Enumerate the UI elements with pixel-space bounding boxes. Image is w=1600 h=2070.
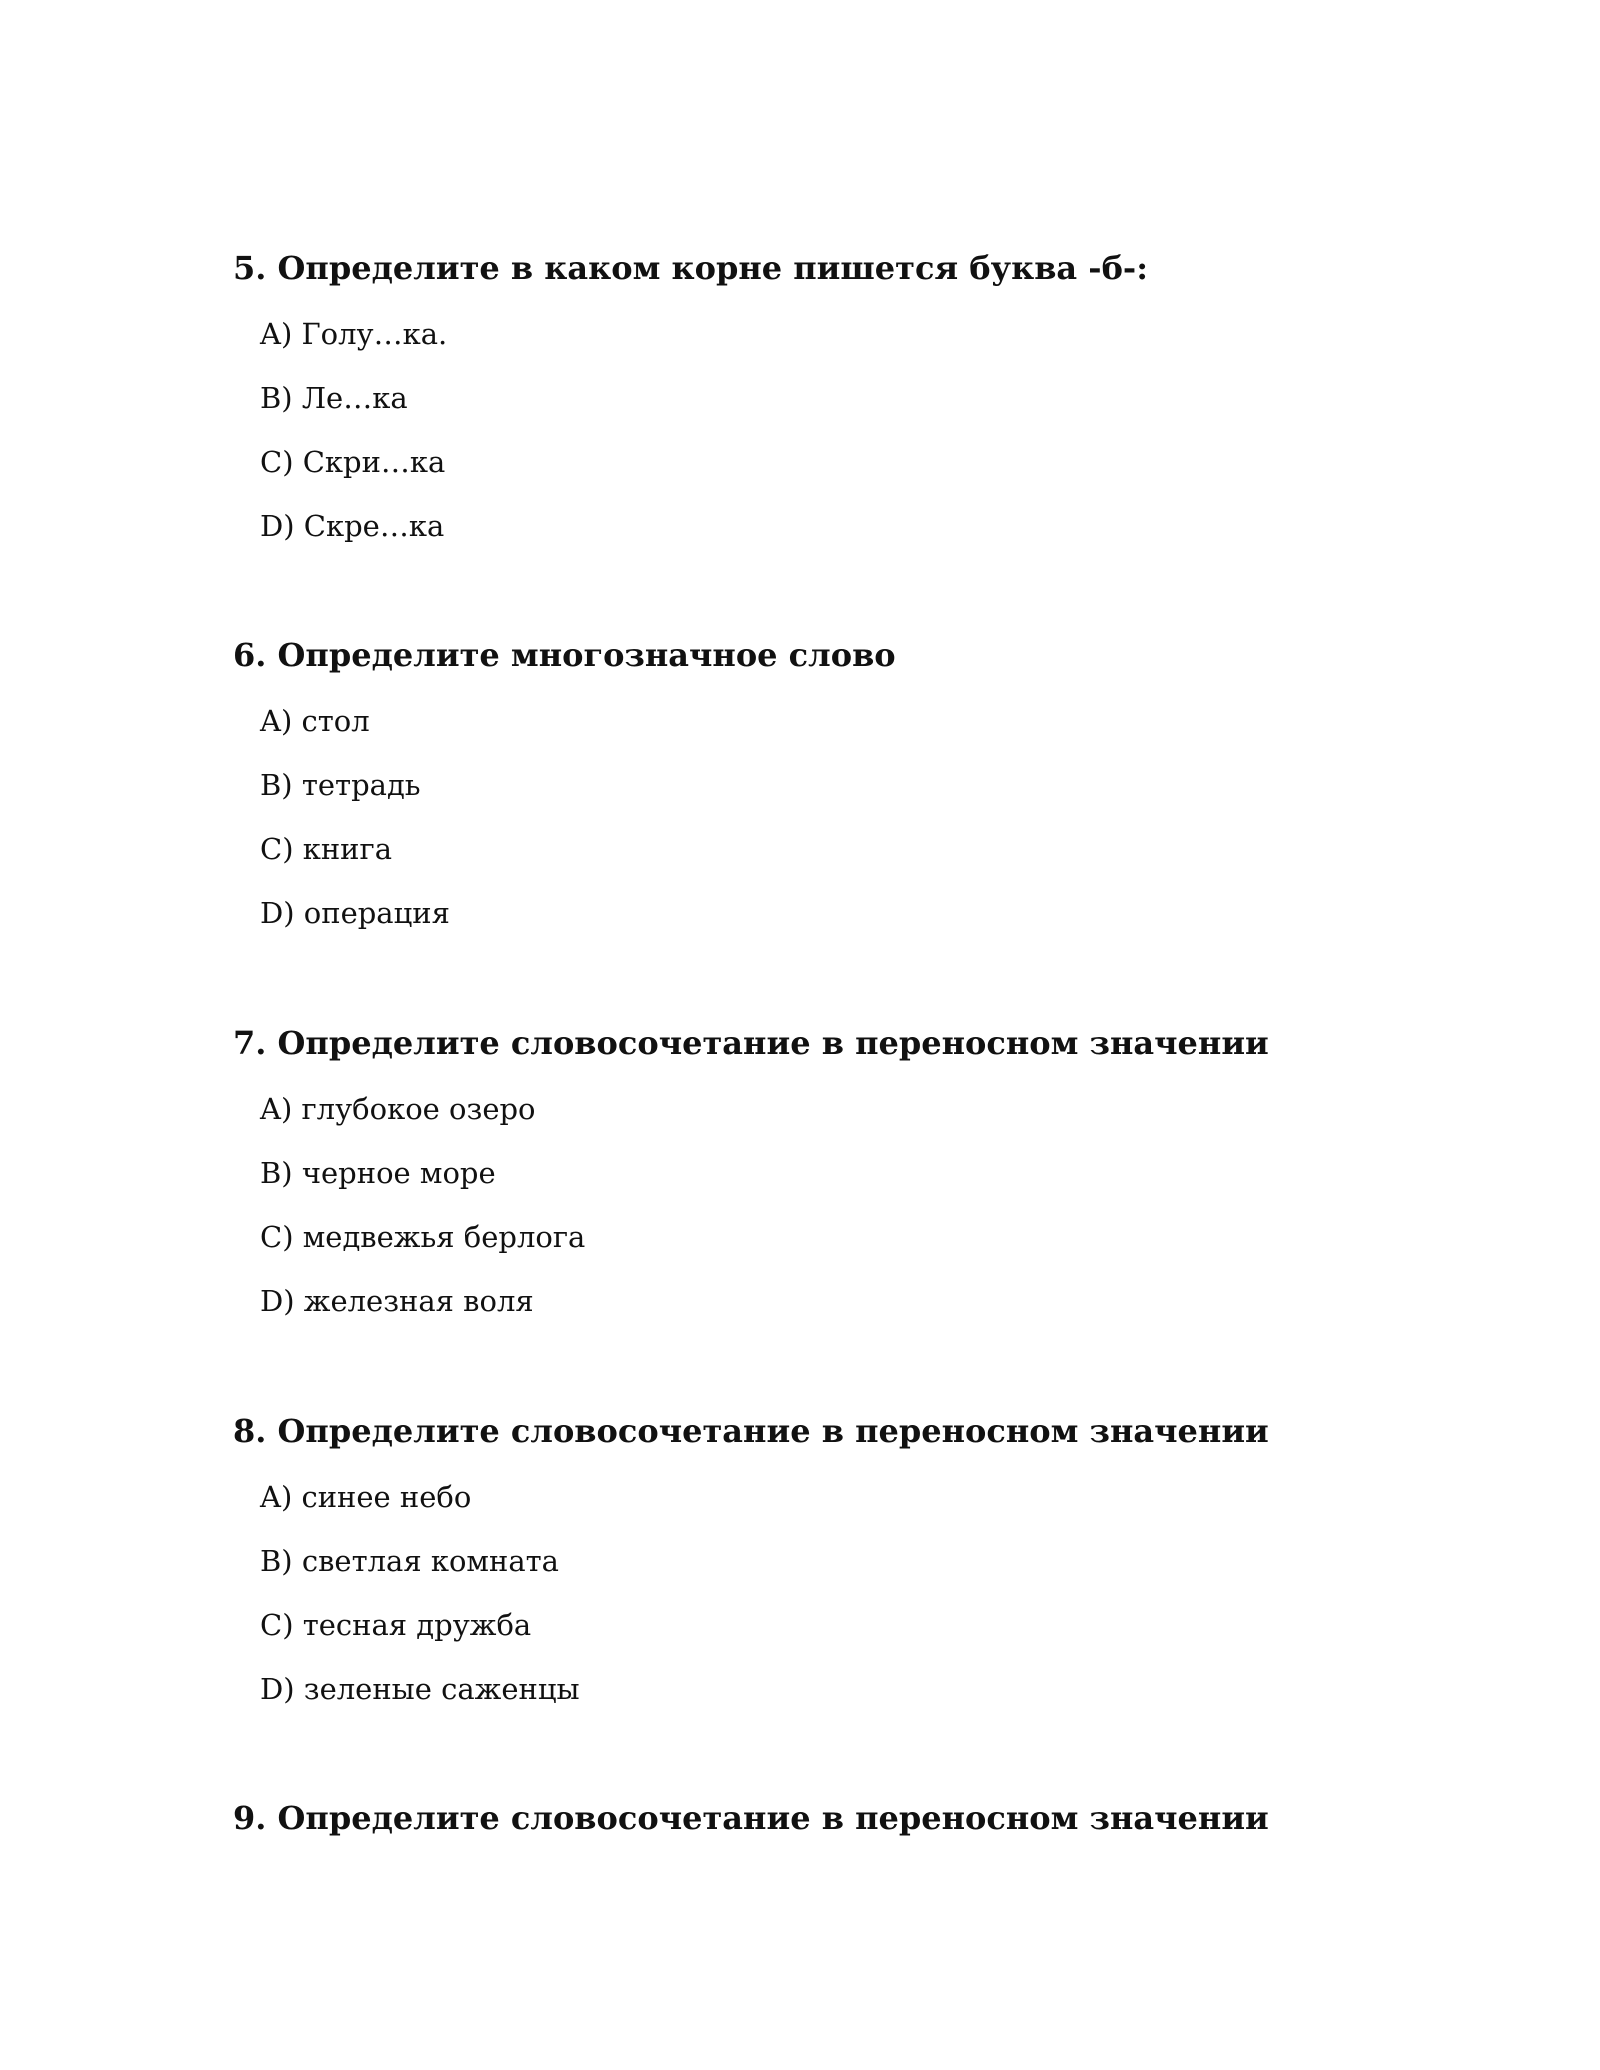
question-title: 5. Определите в каком корне пишется буква -б-: [233, 249, 1149, 287]
answer-option-a: A) глубокое озеро [260, 1092, 536, 1126]
question-title: 6. Определите многозначное слово [233, 636, 896, 674]
answer-option-b: B) черное море [260, 1156, 496, 1190]
question-8 [233, 1411, 1483, 1707]
question-7 [233, 1023, 1483, 1319]
question-9 [233, 1798, 1483, 1838]
question-5 [233, 248, 1483, 544]
answer-option-c: C) Скри…ка [260, 445, 446, 479]
answer-options [233, 316, 1483, 544]
answer-option-c: C) медвежья берлога [260, 1220, 586, 1254]
answer-option-a: A) стол [260, 704, 370, 738]
question-title: 8. Определите словосочетание в переносном значении [233, 1412, 1269, 1450]
answer-option-d: D) операция [260, 896, 450, 930]
question-6 [233, 635, 1483, 931]
answer-options [233, 1091, 1483, 1319]
answer-option-d: D) зеленые саженцы [260, 1672, 580, 1706]
answer-option-d: D) Скре…ка [260, 509, 445, 543]
answer-options [233, 1479, 1483, 1707]
answer-option-a: A) Голу…ка. [260, 317, 448, 351]
answer-option-b: B) Ле…ка [260, 381, 408, 415]
answer-option-c: C) тесная дружба [260, 1608, 532, 1642]
answer-option-a: A) синее небо [260, 1480, 472, 1514]
question-title: 7. Определите словосочетание в переносном значении [233, 1024, 1269, 1062]
answer-options [233, 703, 1483, 931]
answer-option-b: B) светлая комната [260, 1544, 559, 1578]
answer-option-d: D) железная воля [260, 1284, 534, 1318]
answer-option-b: B) тетрадь [260, 768, 421, 802]
answer-option-c: C) книга [260, 832, 392, 866]
question-title: 9. Определите словосочетание в переносном значении [233, 1799, 1269, 1837]
